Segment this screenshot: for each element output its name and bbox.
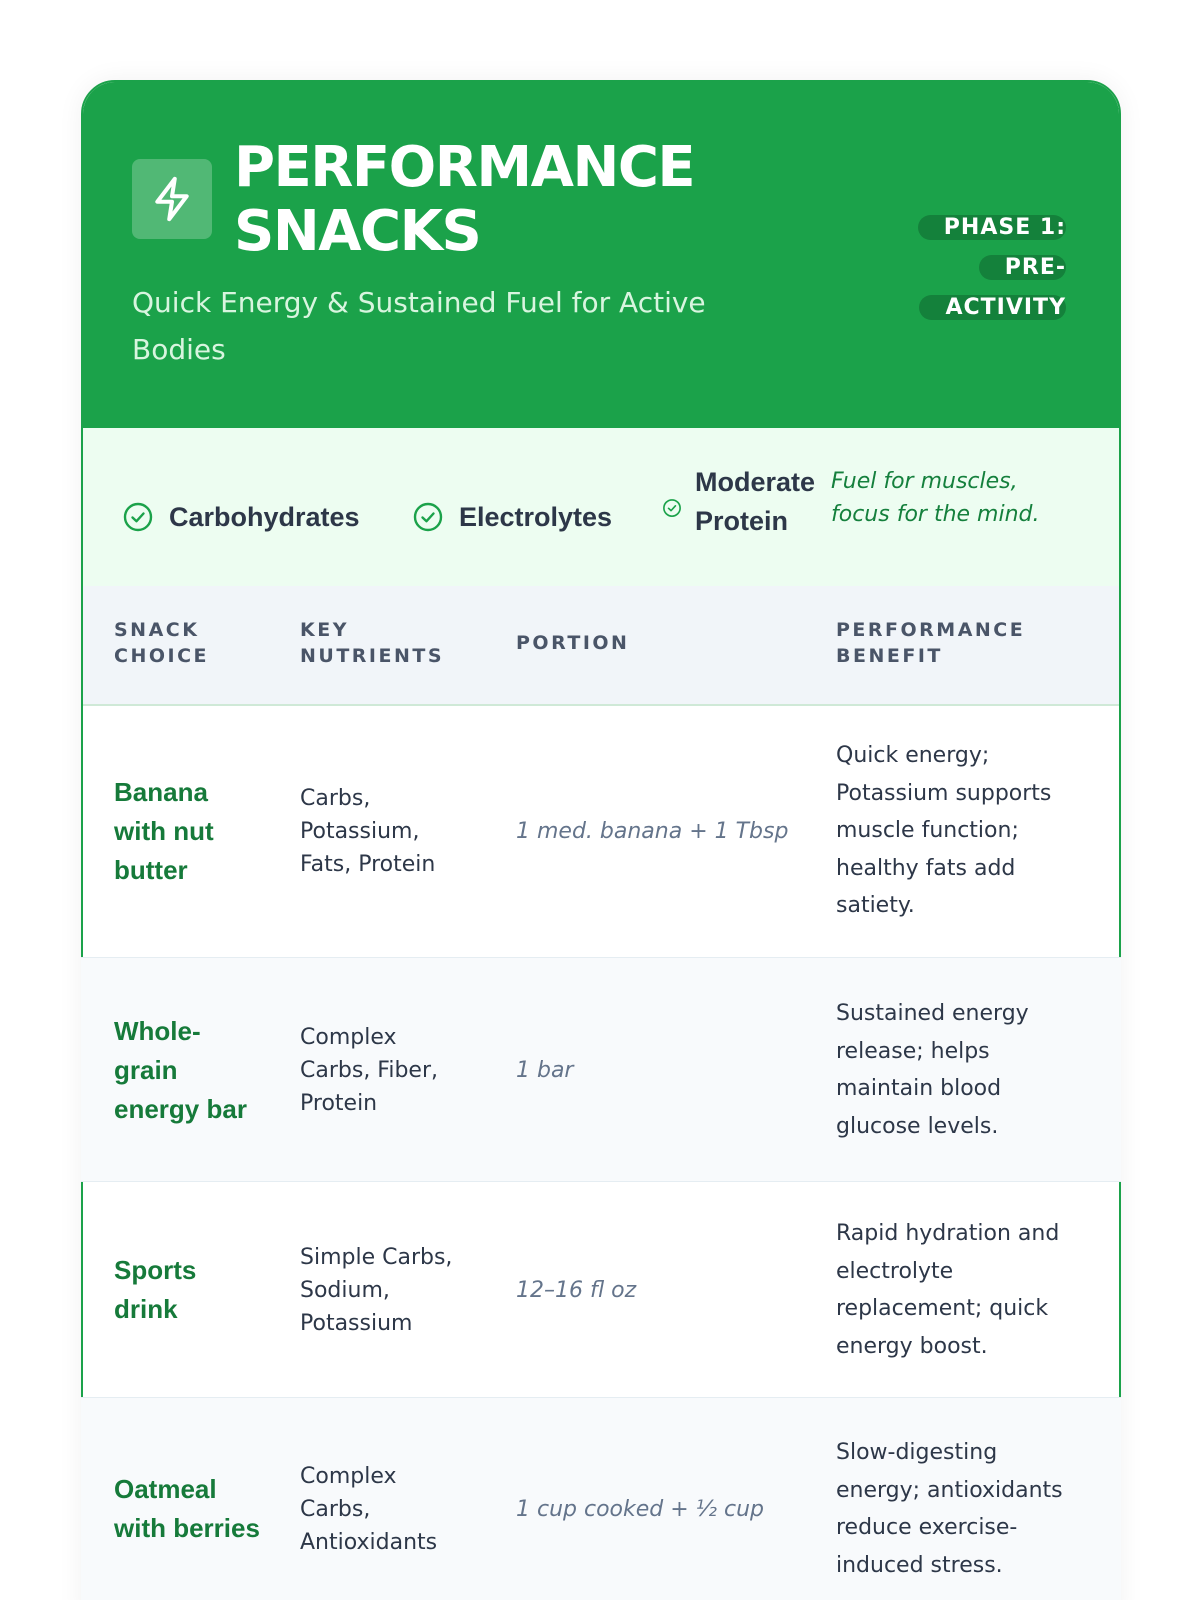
table-row xyxy=(81,958,1121,1182)
phase-badge xyxy=(864,208,1068,328)
table-row xyxy=(81,1398,1121,1600)
table-row xyxy=(81,704,1121,958)
performance-benefit: Quick energy; Potassium supports muscle function; healthy fats add satiety. xyxy=(836,743,1052,919)
snack-name: Whole-grain energy bar xyxy=(114,1015,247,1124)
phase-badge-label: PHASE 1: PRE-ACTIVITY xyxy=(918,215,1066,320)
lightning-bolt-icon xyxy=(132,159,212,239)
portion: 1 med. banana + 1 Tbsp xyxy=(516,818,789,844)
performance-benefit: Sustained energy release; helps maintain blood glucose levels. xyxy=(836,1001,1029,1139)
portion: 12–16 fl oz xyxy=(516,1277,637,1303)
snack-name: Banana with nut butter xyxy=(114,776,214,885)
snack-name: Oatmeal with berries xyxy=(114,1474,260,1543)
highlight-label: Electrolytes xyxy=(459,501,613,532)
column-header-nutrients: KEY NUTRIENTS xyxy=(300,619,445,667)
column-header-snack: SNACK CHOICE xyxy=(114,619,209,667)
page-title: PERFORMANCE SNACKS xyxy=(234,135,695,264)
card-content xyxy=(81,80,1121,1600)
key-nutrients: Complex Carbs, Antioxidants xyxy=(300,1463,438,1555)
performance-benefit: Slow-digesting energy; antioxidants reduce exercise-induced stress. xyxy=(836,1440,1063,1578)
highlight-label: Carbohydrates xyxy=(169,501,360,532)
table-row xyxy=(81,1182,1121,1398)
key-nutrients: Simple Carbs, Sodium, Potassium xyxy=(300,1244,453,1336)
key-nutrients: Complex Carbs, Fiber, Protein xyxy=(300,1024,439,1116)
key-nutrients: Carbs, Potassium, Fats, Protein xyxy=(300,785,436,877)
highlight-carbohydrates xyxy=(122,497,360,537)
performance-benefit: Rapid hydration and electrolyte replacement; quick energy boost. xyxy=(836,1221,1060,1359)
column-header-benefit: PERFORMANCE BENEFIT xyxy=(836,619,1026,667)
highlight-electrolytes xyxy=(412,497,612,537)
check-circle-icon xyxy=(412,501,444,533)
portion: 1 cup cooked + ½ cup xyxy=(516,1496,764,1522)
tagline: Fuel for muscles, focus for the mind. xyxy=(831,469,1040,527)
portion: 1 bar xyxy=(516,1057,574,1083)
page-subtitle: Quick Energy & Sustained Fuel for Active Bodies xyxy=(132,286,706,366)
snack-name: Sports drink xyxy=(114,1255,197,1324)
column-header-portion: PORTION xyxy=(516,632,630,654)
check-circle-icon xyxy=(662,498,682,518)
check-circle-icon xyxy=(122,501,154,533)
highlight-moderate-protein: Moderate Protein xyxy=(695,467,816,536)
